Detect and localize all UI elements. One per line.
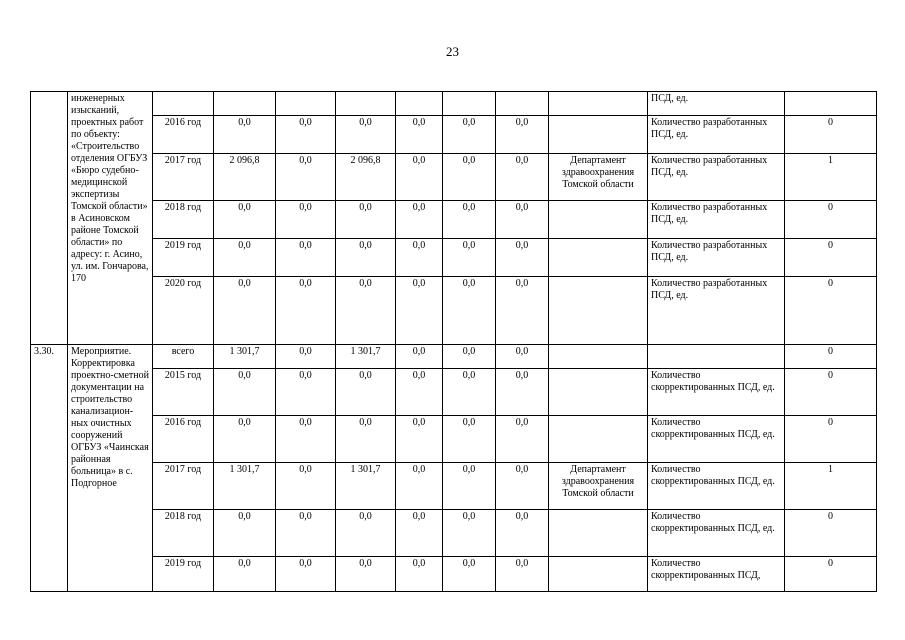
- table-row: [31, 277, 877, 345]
- local-cell: [396, 92, 443, 116]
- local-cell: 0,0: [396, 416, 443, 463]
- item-name: Мероприятие. Корректировка проектно-сметной документации на строительство канализацион-ных очистных сооружений ОГБУЗ «Чаинская районная больница» в с. Подгорное: [68, 345, 153, 592]
- total-cell: 1 301,7: [214, 345, 276, 369]
- regional-cell: [336, 92, 396, 116]
- executor-cell: [549, 92, 648, 116]
- regional-cell: 0,0: [336, 416, 396, 463]
- extra-cell: 0,0: [443, 510, 496, 557]
- local-cell: 0,0: [396, 510, 443, 557]
- value-cell: 0: [785, 277, 877, 345]
- indicator-cell: Количество скорректированных ПСД, ед.: [648, 369, 785, 416]
- federal-cell: 0,0: [276, 557, 336, 592]
- year-cell: 2020 год: [153, 277, 214, 345]
- value-cell: 0: [785, 345, 877, 369]
- table-row: [31, 345, 877, 369]
- regional-cell: 1 301,7: [336, 345, 396, 369]
- total-cell: 0,0: [214, 416, 276, 463]
- program-table: [30, 91, 877, 592]
- regional-cell: 1 301,7: [336, 463, 396, 510]
- other-cell: 0,0: [496, 416, 549, 463]
- executor-cell: Департамент здравоохранения Томской области: [549, 154, 648, 201]
- executor-cell: [549, 369, 648, 416]
- regional-cell: 0,0: [336, 510, 396, 557]
- federal-cell: 0,0: [276, 345, 336, 369]
- regional-cell: 0,0: [336, 369, 396, 416]
- federal-cell: 0,0: [276, 201, 336, 239]
- total-cell: 0,0: [214, 116, 276, 154]
- extra-cell: 0,0: [443, 369, 496, 416]
- table-row: [31, 116, 877, 154]
- federal-cell: 0,0: [276, 369, 336, 416]
- value-cell: 1: [785, 463, 877, 510]
- local-cell: 0,0: [396, 201, 443, 239]
- local-cell: 0,0: [396, 116, 443, 154]
- value-cell: 0: [785, 239, 877, 277]
- total-cell: 0,0: [214, 369, 276, 416]
- federal-cell: 0,0: [276, 510, 336, 557]
- other-cell: 0,0: [496, 369, 549, 416]
- local-cell: 0,0: [396, 239, 443, 277]
- other-cell: 0,0: [496, 239, 549, 277]
- value-cell: 0: [785, 510, 877, 557]
- regional-cell: 0,0: [336, 277, 396, 345]
- year-cell: 2018 год: [153, 510, 214, 557]
- table-row: [31, 201, 877, 239]
- regional-cell: 0,0: [336, 557, 396, 592]
- total-cell: 0,0: [214, 510, 276, 557]
- indicator-cell: Количество разработанных ПСД, ед.: [648, 116, 785, 154]
- value-cell: [785, 92, 877, 116]
- federal-cell: 0,0: [276, 116, 336, 154]
- indicator-cell: Количество скорректированных ПСД, ед.: [648, 510, 785, 557]
- indicator-cell: Количество скорректированных ПСД, ед.: [648, 463, 785, 510]
- extra-cell: 0,0: [443, 239, 496, 277]
- total-cell: 2 096,8: [214, 154, 276, 201]
- local-cell: 0,0: [396, 557, 443, 592]
- page-number: 23: [446, 44, 459, 59]
- local-cell: 0,0: [396, 154, 443, 201]
- total-cell: 1 301,7: [214, 463, 276, 510]
- item-number: 3.30.: [31, 345, 68, 592]
- federal-cell: 0,0: [276, 277, 336, 345]
- federal-cell: 0,0: [276, 154, 336, 201]
- year-cell: 2017 год: [153, 463, 214, 510]
- year-cell: 2019 год: [153, 557, 214, 592]
- other-cell: 0,0: [496, 557, 549, 592]
- federal-cell: 0,0: [276, 463, 336, 510]
- extra-cell: 0,0: [443, 416, 496, 463]
- local-cell: 0,0: [396, 369, 443, 416]
- executor-cell: [549, 277, 648, 345]
- indicator-cell: Количество разработанных ПСД, ед.: [648, 154, 785, 201]
- indicator-cell: [648, 345, 785, 369]
- regional-cell: 0,0: [336, 201, 396, 239]
- regional-cell: 0,0: [336, 116, 396, 154]
- table-row: [31, 557, 877, 592]
- year-cell: [153, 92, 214, 116]
- other-cell: 0,0: [496, 277, 549, 345]
- table-row: [31, 416, 877, 463]
- extra-cell: 0,0: [443, 277, 496, 345]
- indicator-cell: Количество разработанных ПСД, ед.: [648, 201, 785, 239]
- other-cell: 0,0: [496, 116, 549, 154]
- local-cell: 0,0: [396, 345, 443, 369]
- total-cell: [214, 92, 276, 116]
- extra-cell: 0,0: [443, 116, 496, 154]
- regional-cell: 0,0: [336, 239, 396, 277]
- total-cell: 0,0: [214, 277, 276, 345]
- value-cell: 0: [785, 201, 877, 239]
- extra-cell: 0,0: [443, 201, 496, 239]
- year-cell: 2016 год: [153, 116, 214, 154]
- table-row: [31, 369, 877, 416]
- executor-cell: [549, 416, 648, 463]
- year-cell: 2017 год: [153, 154, 214, 201]
- item-name: инженерных изысканий, проектных работ по объекту: «Строительство отделения ОГБУЗ «Бюро судебно-медицинской экспертизы Томской области» в Асиновском районе Томской области» по адресу: г. Асино, ул. им. Гончарова, 170: [68, 92, 153, 345]
- table-row: [31, 92, 877, 116]
- executor-cell: [549, 201, 648, 239]
- federal-cell: [276, 92, 336, 116]
- year-cell: всего: [153, 345, 214, 369]
- extra-cell: 0,0: [443, 345, 496, 369]
- executor-cell: [549, 239, 648, 277]
- year-cell: 2018 год: [153, 201, 214, 239]
- extra-cell: 0,0: [443, 557, 496, 592]
- value-cell: 0: [785, 416, 877, 463]
- other-cell: 0,0: [496, 510, 549, 557]
- value-cell: 1: [785, 154, 877, 201]
- table-row: [31, 239, 877, 277]
- total-cell: 0,0: [214, 239, 276, 277]
- local-cell: 0,0: [396, 277, 443, 345]
- other-cell: 0,0: [496, 154, 549, 201]
- year-cell: 2015 год: [153, 369, 214, 416]
- executor-cell: Департамент здравоохранения Томской области: [549, 463, 648, 510]
- indicator-cell: Количество скорректированных ПСД,: [648, 557, 785, 592]
- value-cell: 0: [785, 557, 877, 592]
- indicator-cell: Количество разработанных ПСД, ед.: [648, 277, 785, 345]
- indicator-cell: Количество скорректированных ПСД, ед.: [648, 416, 785, 463]
- federal-cell: 0,0: [276, 239, 336, 277]
- value-cell: 0: [785, 369, 877, 416]
- federal-cell: 0,0: [276, 416, 336, 463]
- other-cell: [496, 92, 549, 116]
- local-cell: 0,0: [396, 463, 443, 510]
- extra-cell: 0,0: [443, 154, 496, 201]
- regional-cell: 2 096,8: [336, 154, 396, 201]
- year-cell: 2019 год: [153, 239, 214, 277]
- extra-cell: [443, 92, 496, 116]
- other-cell: 0,0: [496, 463, 549, 510]
- value-cell: 0: [785, 116, 877, 154]
- total-cell: 0,0: [214, 557, 276, 592]
- other-cell: 0,0: [496, 345, 549, 369]
- other-cell: 0,0: [496, 201, 549, 239]
- indicator-cell: Количество разработанных ПСД, ед.: [648, 239, 785, 277]
- table-row: [31, 463, 877, 510]
- executor-cell: [549, 510, 648, 557]
- executor-cell: [549, 557, 648, 592]
- executor-cell: [549, 116, 648, 154]
- table-row: [31, 510, 877, 557]
- year-cell: 2016 год: [153, 416, 214, 463]
- indicator-cell: ПСД, ед.: [648, 92, 785, 116]
- total-cell: 0,0: [214, 201, 276, 239]
- table-row: [31, 154, 877, 201]
- executor-cell: [549, 345, 648, 369]
- item-number: [31, 92, 68, 345]
- extra-cell: 0,0: [443, 463, 496, 510]
